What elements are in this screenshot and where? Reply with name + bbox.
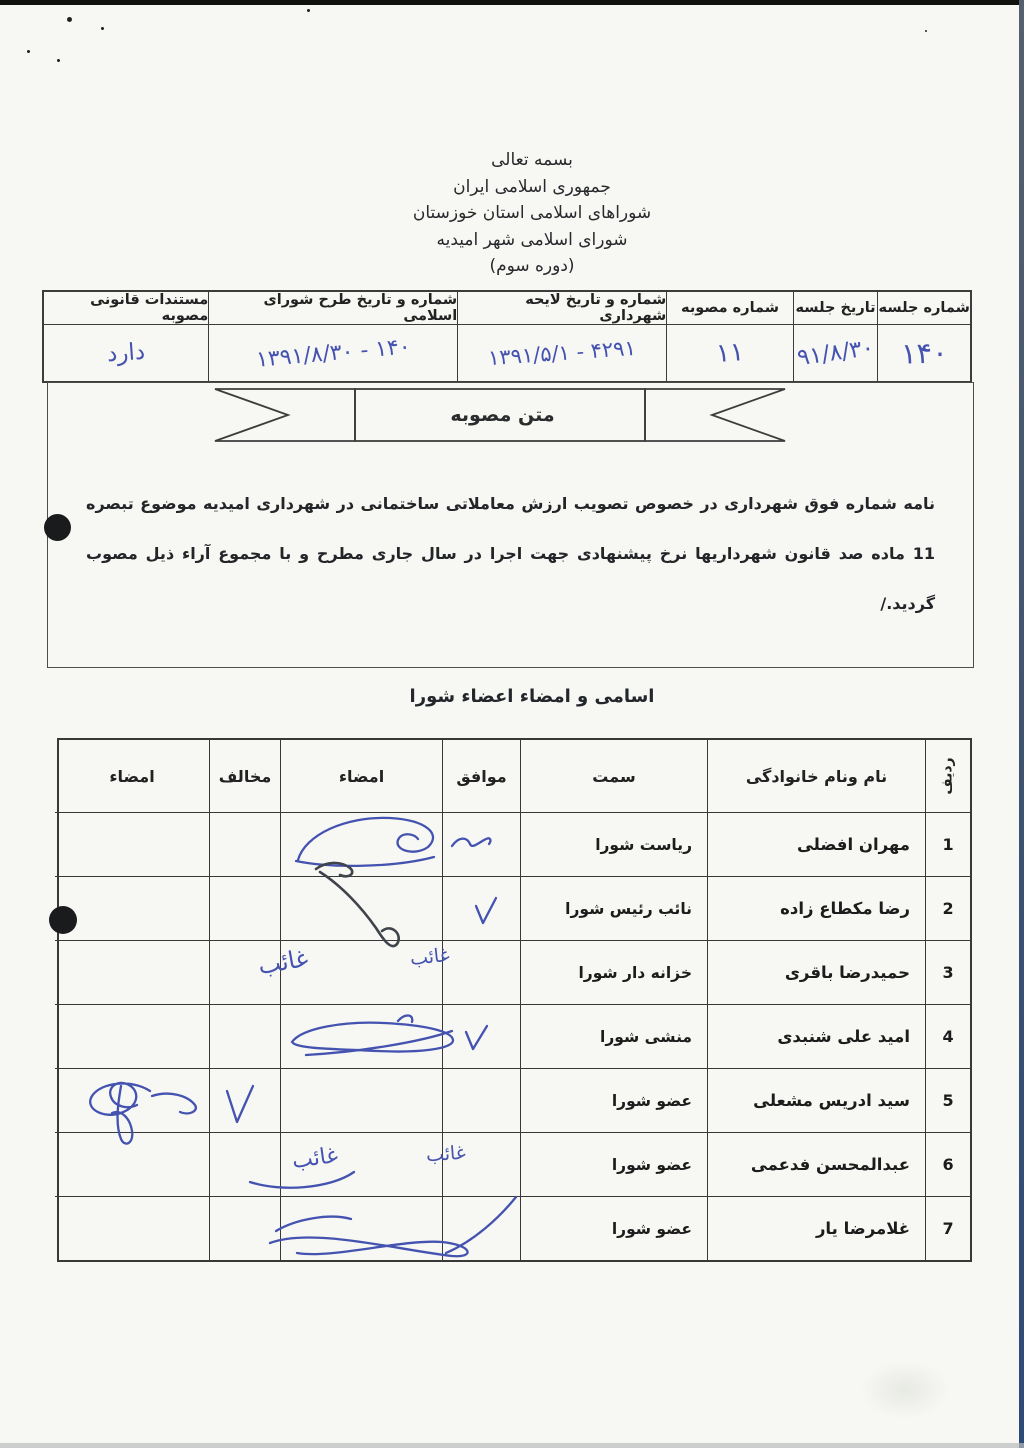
absent-note-handwritten: غائب (290, 1142, 340, 1175)
punch-hole (49, 906, 77, 934)
letterhead-line: (دوره سوم) (489, 256, 575, 276)
col-header-signature: امضاء (281, 740, 443, 812)
member-position: ریاست شورا (521, 812, 708, 876)
oppose-cell (210, 1004, 281, 1068)
meta-header: شماره و تاریخ لایحه شهرداری (458, 292, 666, 325)
member-row-no: 6 (926, 1132, 970, 1196)
signature-cell-2 (55, 1196, 210, 1260)
member-name: امید علی شنبدی (708, 1004, 926, 1068)
member-row-no: 3 (926, 940, 970, 1004)
agree-cell (443, 940, 521, 1004)
member-name: مهران افضلی (708, 812, 926, 876)
member-row-no: 4 (926, 1004, 970, 1068)
agree-cell (443, 812, 521, 876)
dust-speck (101, 27, 104, 30)
scan-edge-top (0, 0, 1024, 5)
col-header-signature-2: امضاء (55, 740, 210, 812)
oppose-cell (210, 1196, 281, 1260)
signature-cell-2 (55, 1068, 210, 1132)
oppose-cell (210, 876, 281, 940)
member-position: عضو شورا (521, 1196, 708, 1260)
signature-cell (281, 876, 443, 940)
member-name: عبدالمحسن فدعمی (708, 1132, 926, 1196)
signature-cell-2 (55, 940, 210, 1004)
scan-smudge (860, 1360, 950, 1420)
oppose-cell (210, 812, 281, 876)
member-name: غلامرضا یار (708, 1196, 926, 1260)
signature-cell (281, 1068, 443, 1132)
meta-header: شماره مصوبه (667, 292, 792, 325)
member-position: عضو شورا (521, 1132, 708, 1196)
dust-speck (27, 50, 30, 53)
agree-cell (443, 1196, 521, 1260)
signature-cell (281, 1196, 443, 1260)
meta-value-handwritten: ۱۴۰ (900, 335, 949, 371)
members-section-title: اسامی و امضاء اعضاء شورا (409, 686, 655, 707)
col-header-name: نام ونام خانوادگی (708, 740, 926, 812)
agree-cell (443, 1068, 521, 1132)
dust-speck (925, 30, 927, 32)
meta-col-legal-docs (44, 292, 209, 381)
ribbon-left-tail (215, 389, 355, 441)
member-row-no: 7 (926, 1196, 970, 1260)
member-name: رضا مکطاع زاده (708, 876, 926, 940)
dust-speck (67, 17, 72, 22)
meta-header: شماره جلسه (878, 292, 970, 325)
dust-speck (57, 59, 60, 62)
col-header-agree: موافق (443, 740, 521, 812)
col-header-oppose: مخالف (210, 740, 281, 812)
letterhead-line: شورای اسلامی شهر امیدیه (436, 229, 628, 250)
col-header-position: سمت (521, 740, 708, 812)
member-row-no: 2 (926, 876, 970, 940)
member-position: خزانه دار شورا (521, 940, 708, 1004)
agree-cell (443, 1004, 521, 1068)
meta-table (42, 290, 972, 383)
meta-value-handwritten: ۴۲۹۱ - ۱۳۹۱/۵/۱ (487, 335, 637, 371)
member-row-no: 5 (926, 1068, 970, 1132)
signature-cell-2 (55, 1132, 210, 1196)
letterhead-line: جمهوری اسلامی ایران (453, 176, 611, 197)
ribbon-right-tail (645, 389, 785, 441)
member-position: عضو شورا (521, 1068, 708, 1132)
meta-value-handwritten: ۱۴۰ - ۱۳۹۱/۸/۳۰ (254, 333, 412, 373)
meta-value-handwritten: ۱۱ (715, 337, 746, 369)
members-table (57, 738, 972, 1262)
letterhead-line: شوراهای اسلامی استان خوزستان (412, 203, 652, 223)
meta-value-handwritten: ۹۱/۸/۳۰ (795, 334, 876, 372)
signature-cell-2 (55, 1004, 210, 1068)
col-header-row-no: ردیف (940, 757, 956, 795)
meta-value-handwritten: دارد (106, 338, 147, 368)
meta-col-resolution-no (667, 292, 793, 381)
meta-header: شماره و تاریخ طرح شورای اسلامی (209, 292, 457, 325)
scan-edge-bottom (0, 1443, 1024, 1448)
signature-cell (281, 812, 443, 876)
meta-col-plan-no-date (209, 292, 458, 381)
signature-cell-2 (55, 876, 210, 940)
member-position: منشی شورا (521, 1004, 708, 1068)
absent-note-handwritten: غائب (255, 943, 311, 981)
signature-cell-2 (55, 812, 210, 876)
member-name: سید ادریس مشعلی (708, 1068, 926, 1132)
agree-cell (443, 876, 521, 940)
meta-header: مستندات قانونی مصوبه (44, 292, 208, 325)
dust-speck (307, 9, 310, 12)
member-row-no: 1 (926, 812, 970, 876)
oppose-cell (210, 1068, 281, 1132)
letterhead-line: بسمه تعالی (491, 150, 573, 170)
member-position: نائب رئیس شورا (521, 876, 708, 940)
meta-col-session-no (878, 292, 970, 381)
letterhead (40, 147, 1024, 280)
member-name: حمیدرضا باقری (708, 940, 926, 1004)
absent-note-handwritten: غائب (408, 943, 451, 971)
oppose-cell (210, 1132, 281, 1196)
meta-col-bill-no-date (458, 292, 667, 381)
signature-cell (281, 1004, 443, 1068)
meta-col-session-date (794, 292, 879, 381)
resolution-text: نامه شماره فوق شهرداری در خصوص تصویب ارزش معاملاتی ساختمانی در شهرداری امیدیه موضوع تبصره 11 ماده صد قانون شهرداریها نرخ پیشنهادی جهت اجرا در سال جاری مطرح و با مجموع آراء ذیل مصوب گردید./ (86, 494, 935, 613)
punch-hole (44, 514, 71, 541)
absent-note-handwritten: غائب (425, 1141, 467, 1167)
meta-header: تاریخ جلسه (794, 292, 878, 325)
ribbon-title: متن مصوبه (450, 404, 555, 426)
